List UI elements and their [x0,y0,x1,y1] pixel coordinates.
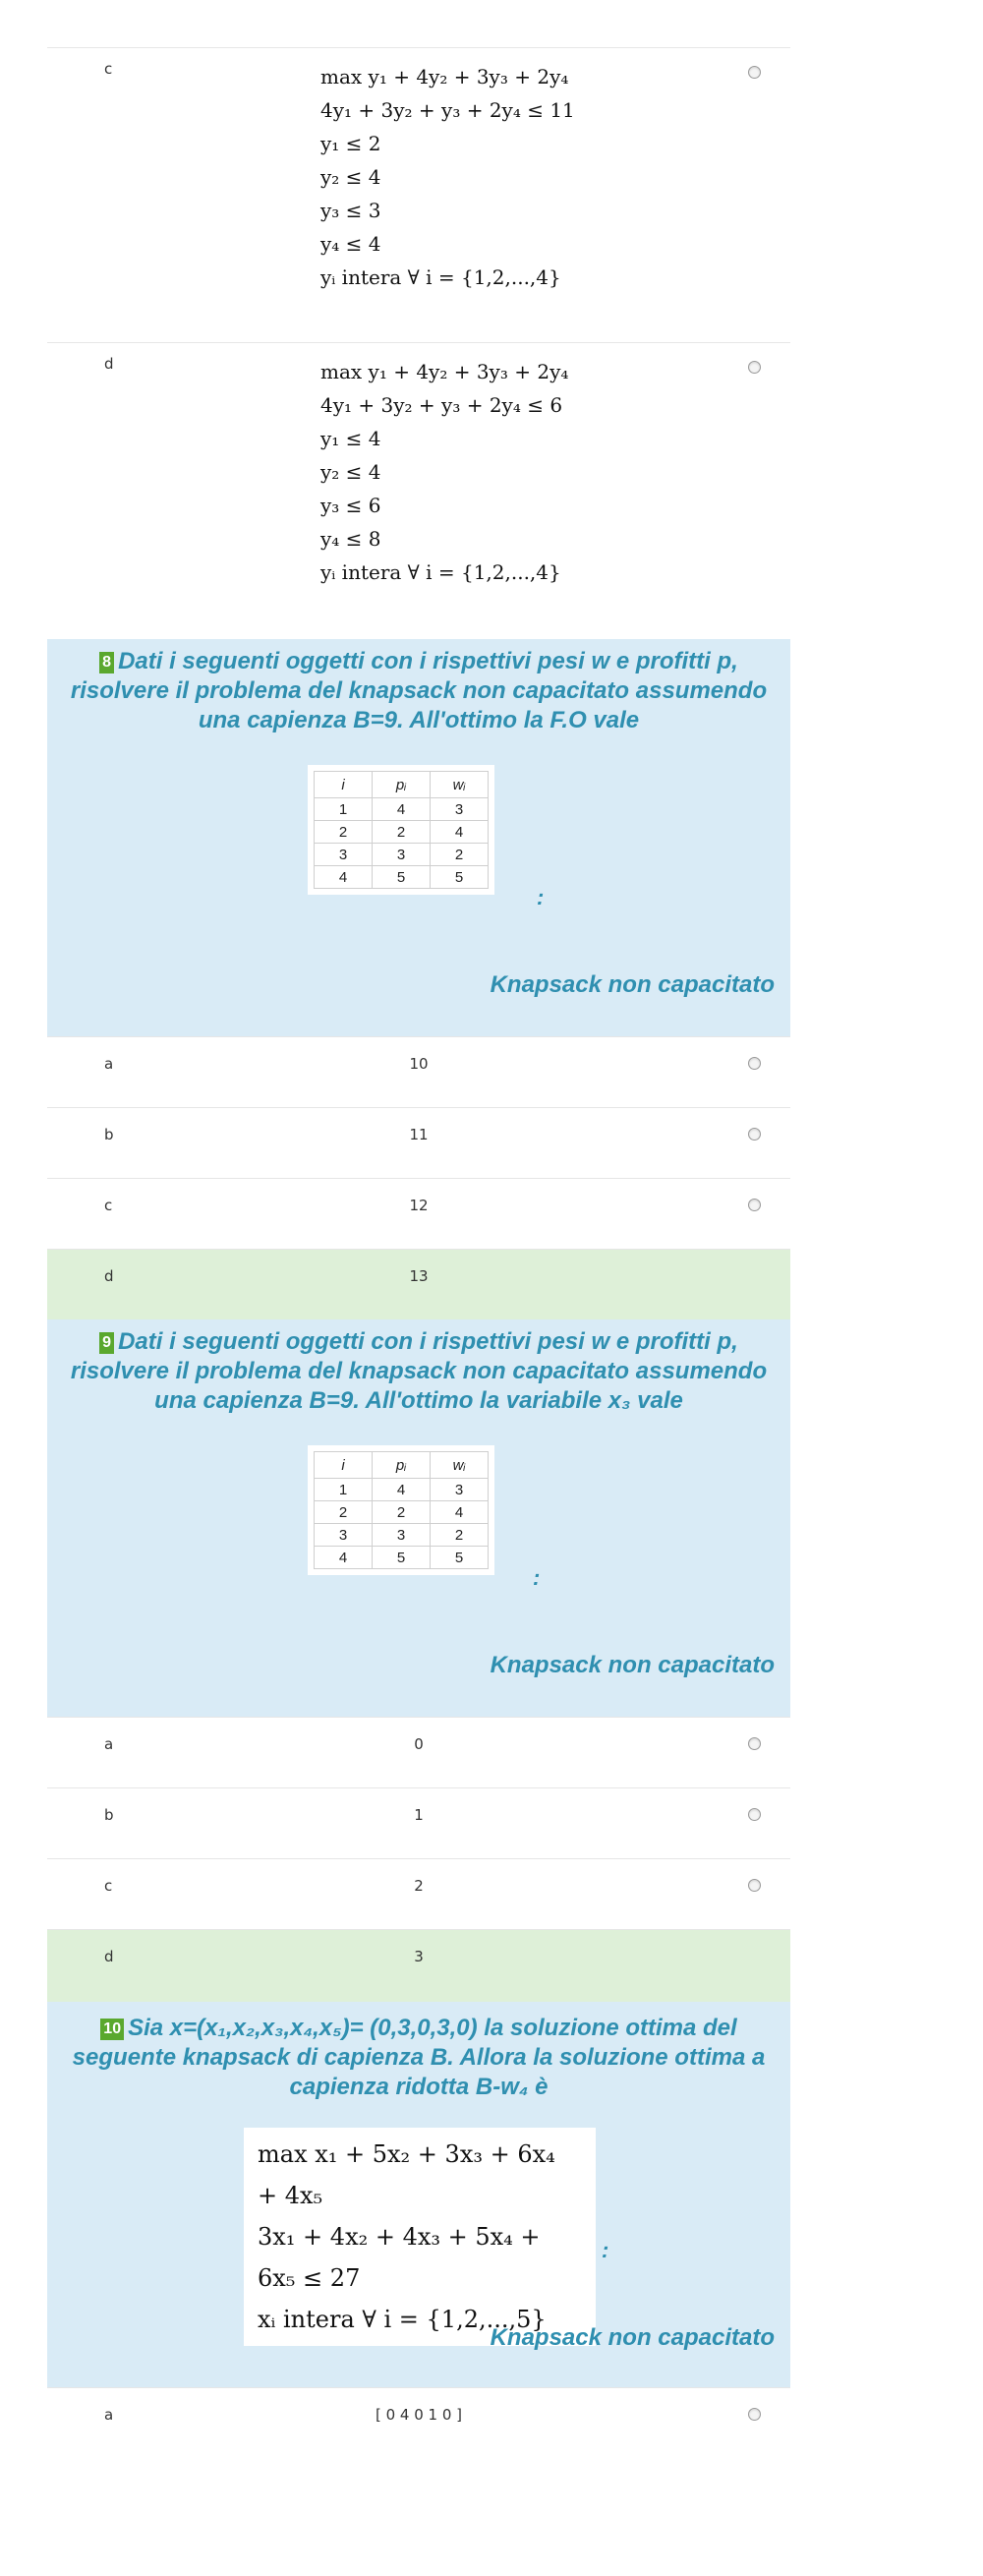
table-cell: 3 [315,844,373,866]
math-line: y₄ ≤ 4 [320,232,381,256]
question-9 [47,1319,790,1717]
radio-button[interactable] [748,1057,761,1070]
table-cell: 2 [431,1524,489,1547]
table-cell: 2 [431,844,489,866]
option-letter: d [104,355,114,373]
option-letter: a [104,1735,114,1753]
table-cell: 2 [315,1501,373,1524]
table-header: i [315,1452,373,1479]
math-line: max y₁ + 4y₂ + 3y₃ + 2y₄ [320,360,569,383]
radio-button[interactable] [748,1808,761,1821]
question-number-badge: 8 [99,652,114,673]
math-line: yᵢ intera ∀ i = {1,2,...,4} [320,560,561,584]
math-line: max y₁ + 4y₂ + 3y₃ + 2y₄ [320,65,569,88]
math-line: 4y₁ + 3y₂ + y₃ + 2y₄ ≤ 6 [320,393,563,417]
answer-option-d-correct[interactable] [47,1249,790,1320]
option-letter: a [104,2406,114,2424]
knapsack-formulation [244,2128,596,2346]
option-value: 11 [409,1126,429,1143]
answer-option-a[interactable] [47,2387,790,2459]
question-8 [47,639,790,1036]
option-letter: b [104,1126,114,1143]
table-cell: 2 [315,821,373,844]
table-cell: 5 [373,866,431,889]
table-cell: 3 [373,1524,431,1547]
question-text: Dati i seguenti oggetti con i rispettivi pesi w e profitti p, risolvere il problema del knapsack non capacitato assumendo una capienza B=9. All'ottimo la variabile x₃ vale [70,1328,768,1414]
answer-option-a[interactable] [47,1717,790,1788]
math-line: 3x₁ + 4x₂ + 4x₃ + 5x₄ + 6x₅ ≤ 27 [258,2223,541,2292]
option-value: 2 [414,1877,424,1895]
question-title [57,2014,781,2102]
answer-option-d-correct[interactable] [47,1929,790,2003]
table-cell: 2 [373,821,431,844]
question-title [57,1327,781,1416]
table-cell: 4 [315,866,373,889]
item-table [314,1451,489,1569]
question-colon: : [602,2238,609,2262]
math-line: y₂ ≤ 4 [320,165,381,189]
question-number-badge: 9 [99,1332,114,1354]
topic-label: Knapsack non capacitato [490,2324,775,2351]
math-line: y₂ ≤ 4 [320,460,381,484]
table-cell: 3 [315,1524,373,1547]
option-value: [ 0 4 0 1 0 ] [375,2406,463,2424]
option-value: 10 [409,1055,429,1073]
option-letter: d [104,1267,114,1285]
answer-option-b[interactable] [47,1787,790,1859]
table-cell: 4 [431,1501,489,1524]
table-cell: 5 [431,1547,489,1569]
math-line: y₁ ≤ 2 [320,132,381,155]
option-letter: b [104,1806,114,1824]
radio-button[interactable] [748,2408,761,2421]
item-table-box [308,1445,494,1575]
option-value: 0 [414,1735,424,1753]
math-line: y₁ ≤ 4 [320,427,381,450]
item-table [314,771,489,889]
math-line: 4y₁ + 3y₂ + y₃ + 2y₄ ≤ 11 [320,98,575,122]
table-header: wᵢ [431,1452,489,1479]
math-line: y₃ ≤ 3 [320,199,381,222]
table-cell: 4 [373,798,431,821]
option-value: 3 [414,1948,424,1965]
option-value: 13 [409,1267,429,1285]
option-letter: c [104,1197,113,1214]
option-math [320,60,575,294]
radio-button[interactable] [748,361,761,374]
math-line: max x₁ + 5x₂ + 3x₃ + 6x₄ + 4x₅ [258,2140,555,2209]
question-colon: : [533,1565,541,1590]
table-header: i [315,772,373,798]
table-cell: 5 [431,866,489,889]
table-cell: 4 [315,1547,373,1569]
question-number-badge: 10 [100,2019,124,2040]
table-cell: 3 [431,798,489,821]
answer-option-c[interactable] [47,1178,790,1250]
math-line: xᵢ intera ∀ i = {1,2,...,5} [258,2306,547,2333]
radio-button[interactable] [748,1737,761,1750]
option-value: 1 [414,1806,424,1824]
table-cell: 4 [373,1479,431,1501]
table-cell: 4 [431,821,489,844]
question-10 [47,2002,790,2387]
answer-option-b[interactable] [47,1107,790,1179]
radio-button[interactable] [748,66,761,79]
table-cell: 1 [315,1479,373,1501]
table-header: pᵢ [373,772,431,798]
table-cell: 3 [373,844,431,866]
option-letter: c [104,60,113,78]
math-line: yᵢ intera ∀ i = {1,2,...,4} [320,265,561,289]
topic-label: Knapsack non capacitato [490,971,775,998]
radio-button[interactable] [748,1879,761,1892]
table-header: wᵢ [431,772,489,798]
question-title [57,647,781,735]
answer-option-a[interactable] [47,1036,790,1108]
question-text: Dati i seguenti oggetti con i rispettivi pesi w e profitti p, risolvere il problema del knapsack non capacitato assumendo una capienza B=9. All'ottimo la F.O vale [70,648,768,733]
topic-label: Knapsack non capacitato [490,1652,775,1678]
table-cell: 1 [315,798,373,821]
question-colon: : [537,885,545,909]
option-letter: a [104,1055,114,1073]
radio-button[interactable] [748,1128,761,1141]
table-header: pᵢ [373,1452,431,1479]
answer-option-c[interactable] [47,1858,790,1930]
option-letter: c [104,1877,113,1895]
table-cell: 5 [373,1547,431,1569]
math-line: y₄ ≤ 8 [320,527,381,551]
option-math [320,355,568,589]
table-cell: 2 [373,1501,431,1524]
answer-option-c-prev[interactable] [47,47,790,343]
item-table-box [308,765,494,895]
math-line: y₃ ≤ 6 [320,494,381,517]
table-cell: 3 [431,1479,489,1501]
option-value: 12 [409,1197,429,1214]
option-letter: d [104,1948,114,1965]
answer-option-d-prev[interactable] [47,342,790,638]
radio-button[interactable] [748,1199,761,1211]
question-text: Sia x=(x₁,x₂,x₃,x₄,x₅)= (0,3,0,3,0) la soluzione ottima del seguente knapsack di capienza B. Allora la soluzione ottima a capienza ridotta B-w₄ è [72,2015,766,2100]
